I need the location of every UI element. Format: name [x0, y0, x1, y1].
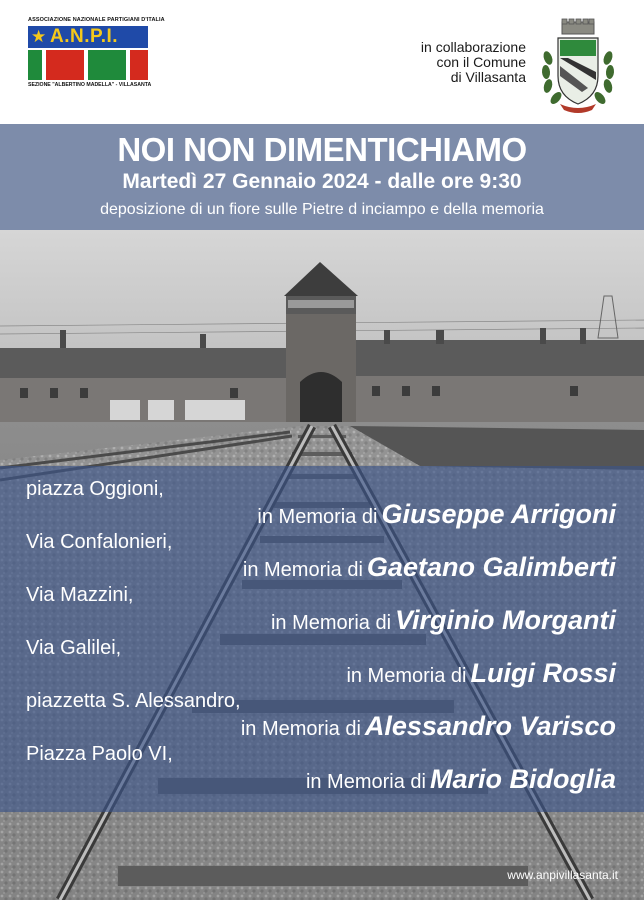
memorial-prefix: in Memoria di — [270, 612, 392, 634]
memorial-entry — [0, 690, 644, 743]
memorial-prefix: in Memoria di — [346, 665, 467, 687]
star-icon: ★ — [31, 27, 47, 46]
flag-red-stripe — [130, 50, 148, 80]
villasanta-crest-icon — [538, 18, 618, 114]
memorial-prefix: in Memoria di — [240, 718, 361, 740]
memorial-place: piazzetta S. Alessandro, — [26, 690, 241, 712]
memorial-prefix: in Memoria di — [257, 506, 378, 528]
anpi-name-band — [28, 26, 148, 48]
website-url: www.anpivillasanta.it — [507, 868, 618, 882]
anpi-association-text: ASSOCIAZIONE NAZIONALE PARTIGIANI D'ITALIA — [28, 17, 165, 23]
memorial-prefix: in Memoria di — [242, 559, 363, 581]
anpi-logo — [28, 17, 165, 89]
memorial-dedication — [306, 764, 616, 795]
memorial-dedication — [257, 499, 616, 530]
memorial-name: Gaetano Galimberti — [366, 552, 616, 582]
memorial-dedication — [346, 658, 616, 689]
memorial-dedication — [271, 605, 616, 636]
memorial-entry — [0, 531, 644, 584]
memorial-dedication — [241, 711, 616, 742]
memorial-entry — [0, 478, 644, 531]
memorial-dedication — [243, 552, 616, 583]
memorial-place: Via Galilei, — [26, 637, 122, 659]
memorial-prefix: in Memoria di — [305, 771, 426, 793]
flag-green-stripe — [28, 50, 42, 80]
memorial-name: Giuseppe Arrigoni — [381, 499, 616, 529]
memorial-entry — [0, 584, 644, 637]
memorial-name: Mario Bidoglia — [429, 764, 616, 794]
memorial-name: Alessandro Varisco — [364, 711, 616, 741]
memorial-place: Via Confalonieri, — [26, 531, 173, 553]
header — [0, 0, 644, 124]
flag-green-stripe — [88, 50, 126, 80]
event-title: NOI NON DIMENTICHIAMO — [117, 131, 527, 168]
memorial-entry — [0, 637, 644, 690]
event-date: Martedì 27 Gennaio 2024 - dalle ore 9:30 — [122, 170, 522, 193]
memorial-place: Via Mazzini, — [26, 584, 134, 606]
memorial-entry — [0, 743, 644, 796]
memorial-list — [0, 478, 644, 796]
italian-flag-stripes — [28, 50, 148, 80]
anpi-name: A.N.P.I. — [50, 26, 119, 47]
anpi-section-text: SEZIONE "ALBERTINO MADELLA" - VILLASANTA — [28, 82, 152, 88]
flag-red-stripe — [46, 50, 84, 80]
memorial-name: Luigi Rossi — [470, 658, 616, 688]
event-subtitle: deposizione di un fiore sulle Pietre d inciampo e della memoria — [100, 201, 544, 218]
memorial-place: piazza Oggioni, — [26, 478, 164, 500]
memorial-place: Piazza Paolo VI, — [26, 743, 173, 765]
memorial-name: Virginio Morganti — [395, 605, 616, 635]
collaboration-text: in collaborazione con il Comune di Villasanta — [420, 39, 526, 85]
